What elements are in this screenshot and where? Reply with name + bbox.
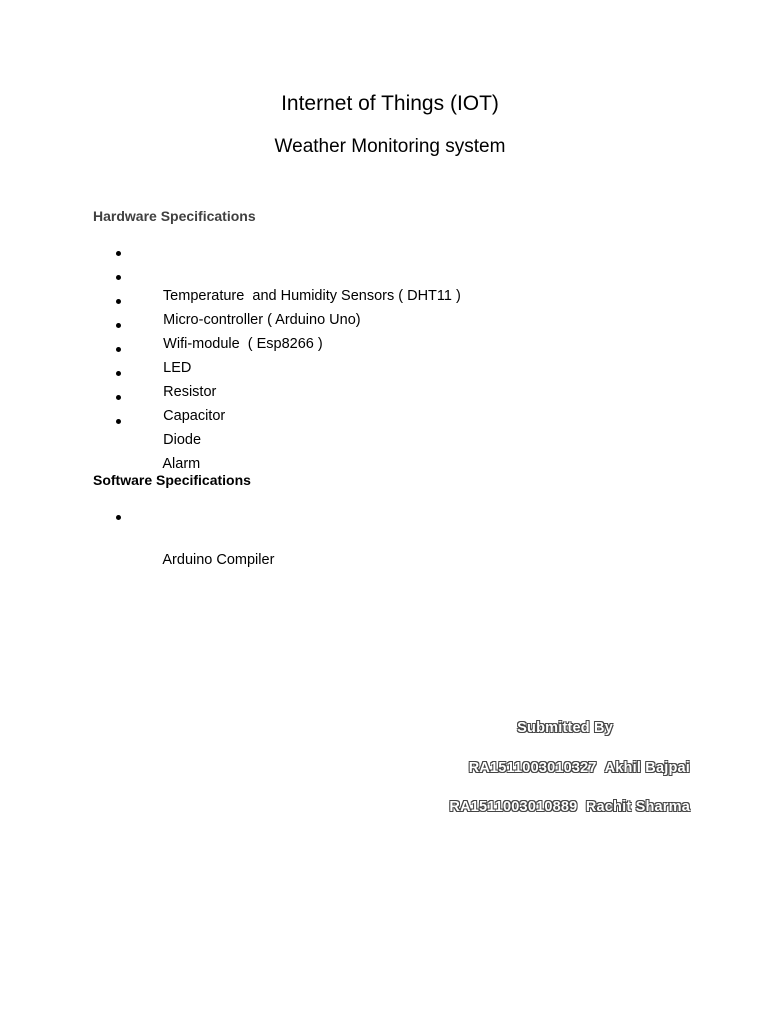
hardware-specifications-list — [112, 241, 461, 472]
list-item-text: Temperature and Humidity Sensors ( DHT11 ) — [162, 288, 461, 304]
bullet-icon — [116, 251, 121, 256]
bullet-icon — [116, 515, 121, 520]
bullet-icon — [116, 395, 121, 400]
bullet-icon — [116, 419, 121, 424]
list-item-text: Resistor — [163, 384, 217, 400]
author-line: RA1511003010327 Akhil Bajpai — [468, 760, 690, 776]
software-specifications-heading: Software Specifications — [93, 472, 251, 488]
bullet-icon — [116, 371, 121, 376]
list-item-text: Capacitor — [163, 408, 226, 424]
bullet-icon — [116, 299, 121, 304]
list-item — [112, 241, 461, 304]
list-item-text: Alarm — [162, 456, 201, 472]
list-item — [112, 505, 275, 568]
document-title: Internet of Things (IOT) — [281, 92, 499, 115]
list-item-text: LED — [163, 360, 192, 376]
bullet-icon — [116, 323, 121, 328]
list-item-text: Micro-controller ( Arduino Uno) — [163, 312, 361, 328]
list-item-text: Diode — [163, 432, 202, 448]
software-specifications-list — [112, 505, 275, 568]
document-subtitle: Weather Monitoring system — [274, 136, 506, 157]
list-item-text: Arduino Compiler — [162, 552, 275, 568]
hardware-specifications-heading: Hardware Specifications — [93, 208, 256, 224]
submitted-by-label: Submitted By — [517, 720, 613, 736]
bullet-icon — [116, 347, 121, 352]
author-line: RA1511003010889 Rachit Sharma — [449, 799, 690, 815]
list-item-text: Wifi-module ( Esp8266 ) — [163, 336, 323, 352]
bullet-icon — [116, 275, 121, 280]
